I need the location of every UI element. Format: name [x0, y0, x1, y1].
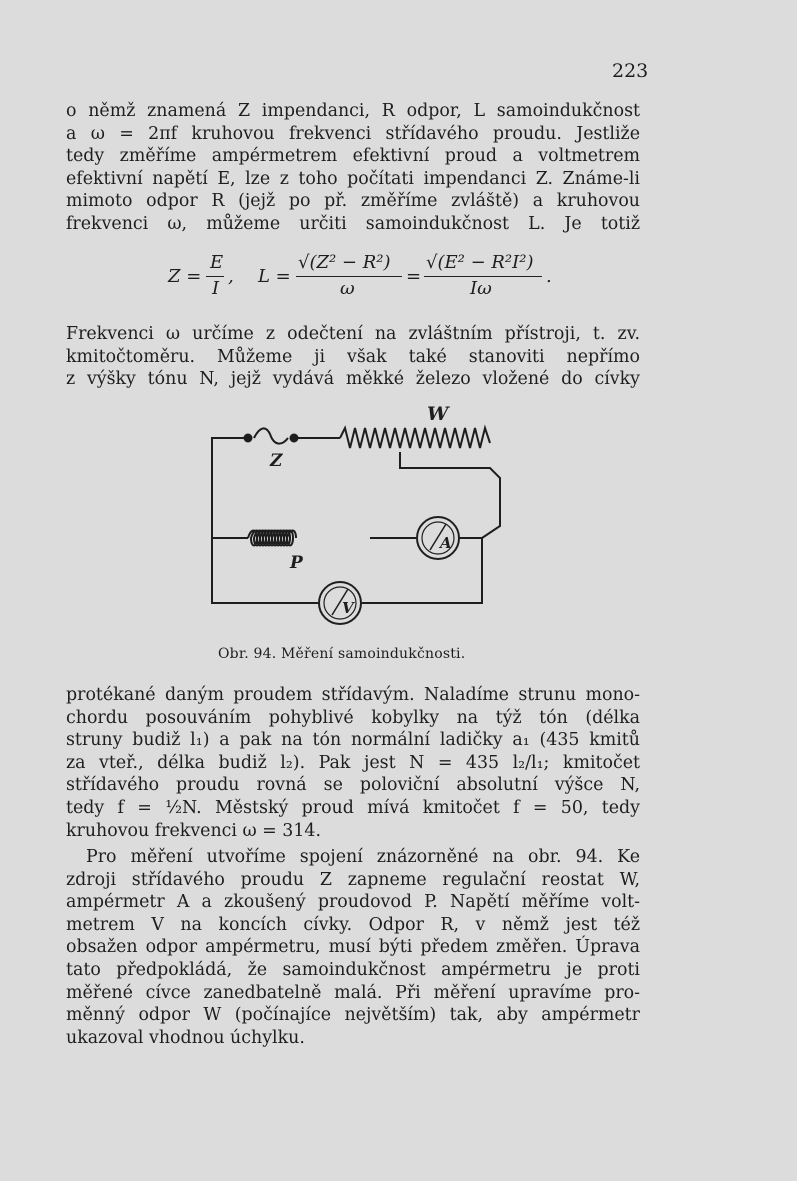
text-line: chordu posouváním pohyblivé kobylky na týž tón (délka	[66, 707, 640, 728]
wire	[212, 438, 318, 603]
paragraph-1	[66, 100, 640, 236]
label-z: Z	[270, 451, 283, 471]
eq-comma: ,	[228, 266, 234, 287]
text-line: struny budiž l₁) a pak na tón normální ladičky a₁ (435 kmitů	[66, 730, 640, 751]
eq-l-numerator-2: √(E² − R²I²)	[426, 252, 534, 273]
label-a: A	[440, 534, 452, 552]
label-p: P	[290, 553, 303, 573]
text-line: Frekvenci ω určíme z odečtení na zvláštním přístroji, t. zv.	[66, 324, 640, 344]
eq-fraction-bar	[424, 276, 542, 277]
text-line: protékané daným proudem střídavým. Naladíme strunu mono-	[66, 685, 640, 705]
paragraph-3	[66, 684, 640, 842]
label-w: W	[427, 403, 449, 425]
rheostat-icon	[340, 428, 490, 448]
text-line: měřené cívce zanedbatelně malá. Při měření upravíme pro-	[66, 982, 640, 1003]
ac-source-icon	[254, 428, 288, 443]
terminal-dot	[291, 435, 298, 442]
circuit-diagram	[190, 398, 510, 643]
eq-z-denominator: I	[212, 278, 220, 299]
eq-fraction-bar	[296, 276, 402, 277]
text-line: tedy f = ½N. Městský proud mívá kmitočet f = 50, tedy	[66, 797, 640, 818]
text-line: Pro měření utvoříme spojení znázorněné na obr. 94. Ke	[86, 847, 640, 867]
text-line: efektivní napětí E, lze z toho počítati impendanci Z. Známe-li	[66, 168, 640, 189]
text-line: tedy změříme ampérmetrem efektivní proud a voltmetrem	[66, 146, 640, 167]
text-line: o němž znamená Z impendanci, R odpor, L samoindukčnost	[66, 101, 640, 121]
text-line: měnný odpor W (počínajíce největším) tak, aby ampérmetr	[66, 1005, 640, 1026]
text-line: ukazoval vhodnou úchylku.	[66, 1027, 305, 1048]
text-line: zdroji střídavého proudu Z zapneme regulační reostat W,	[66, 869, 640, 890]
terminal-dot	[245, 435, 252, 442]
figure-caption: Obr. 94. Měření samoindukčnosti.	[218, 646, 466, 662]
text-line: kmitočtoměru. Můžeme ji však také stanoviti nepřímo	[66, 346, 640, 367]
eq-l-numerator-1: √(Z² − R²)	[298, 252, 391, 273]
wire	[362, 538, 482, 603]
text-line: za vteř., délka budiž l₂). Pak jest N = 435 l₂/l₁; kmitočet	[66, 752, 640, 773]
page-number: 223	[612, 60, 649, 82]
text-line: střídavého proudu rovná se poloviční absolutní výšce N,	[66, 775, 640, 796]
text-line: ampérmetr A a zkoušený proudovod P. Napětí měříme volt-	[66, 892, 640, 913]
text-line: frekvenci ω, můžeme určiti samoindukčnost L. Je totiž	[66, 213, 640, 234]
text-line: kruhovou frekvenci ω = 314.	[66, 820, 322, 841]
eq-fraction-bar	[206, 276, 224, 277]
eq-equals: =	[406, 266, 422, 287]
eq-l-denominator-2: Iω	[470, 278, 492, 299]
eq-z-numerator: E	[210, 252, 224, 273]
text-line: metrem V na koncích cívky. Odpor R, v němž jest též	[66, 914, 640, 935]
text-line: z výšky tónu N, jejž vydává měkké železo vložené do cívky	[66, 369, 640, 390]
paragraph-2	[66, 323, 640, 391]
eq-l-denominator-1: ω	[340, 278, 355, 299]
text-line: a ω = 2πf kruhovou frekvenci střídavého proudu. Jestliže	[66, 123, 640, 144]
eq-l-lhs: L =	[258, 266, 291, 287]
text-line: tato předpokládá, že samoindukčnost ampérmetru je proti	[66, 959, 640, 980]
rheostat-slider-wire	[400, 452, 500, 538]
impedance-equation	[168, 252, 588, 312]
label-v: V	[342, 599, 354, 617]
text-line: mimoto odpor R (jejž po př. změříme zvláště) a kruhovou	[66, 191, 640, 212]
paragraph-4	[66, 846, 640, 1049]
coil-icon	[248, 531, 296, 546]
eq-period: .	[546, 266, 552, 287]
eq-z-lhs: Z =	[168, 266, 202, 287]
text-line: obsažen odpor ampérmetru, musí býti předem změřen. Úprava	[66, 937, 640, 958]
